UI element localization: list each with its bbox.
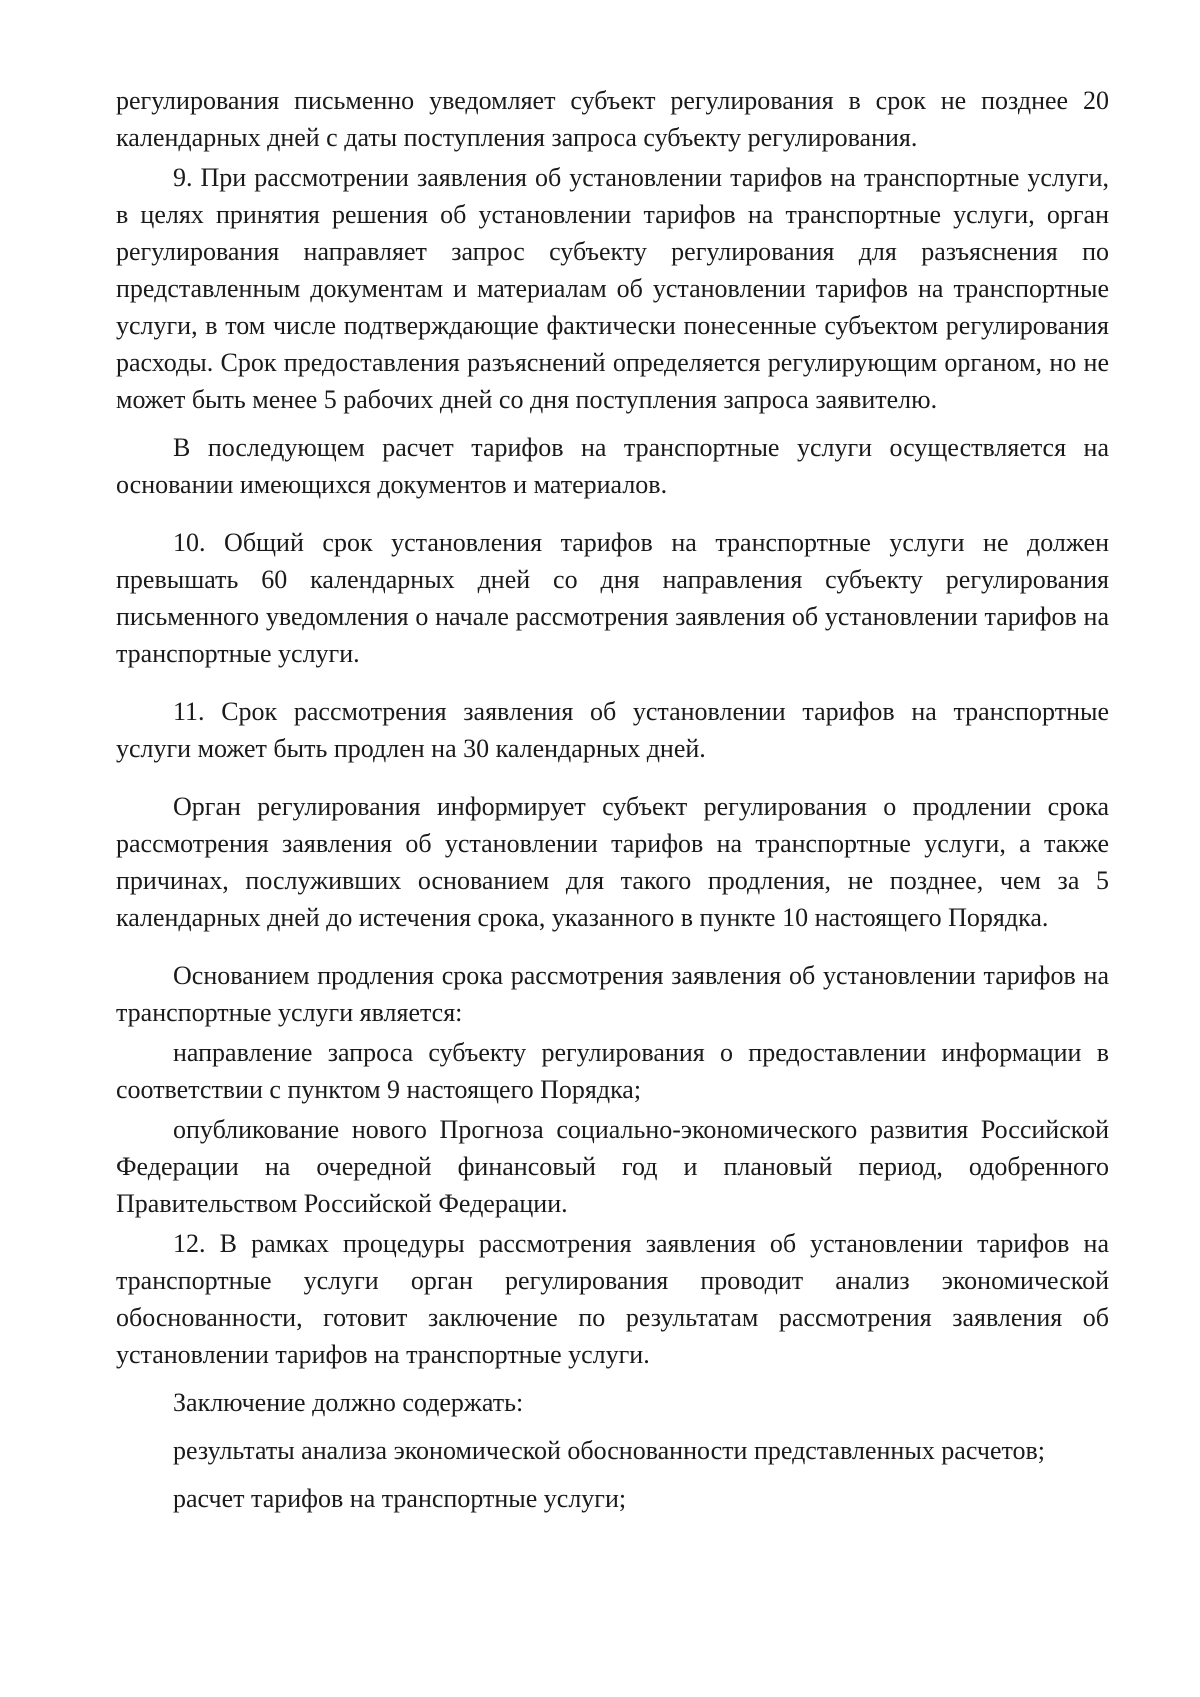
paragraph-ground-forecast: опубликование нового Прогноза социально-экономического развития Российской Федерации на очередной финансовый год и плановый период, одобренного Правительством Российской Федерации. (116, 1115, 1109, 1218)
paragraph-item-9-followup: В последующем расчет тарифов на транспортные услуги осуществляется на основании имеющихся документов и материалов. (116, 433, 1109, 499)
paragraph-ground-request: направление запроса субъекту регулирования о предоставлении информации в соответствии с пунктом 9 настоящего Порядка; (116, 1038, 1109, 1104)
paragraph-item-9: 9. При рассмотрении заявления об установлении тарифов на транспортные услуги, в целях принятия решения об установлении тарифов на транспортные услуги, орган регулирования направляет запрос субъекту регулирования для разъяснения по представленным документам и материалам об установлении тарифов на транспортные услуги, в том числе подтверждающие фактически понесенные субъектом регулирования расходы. Срок предоставления разъяснений определяется регулирующим органом, но не может быть менее 5 рабочих дней со дня поступления запроса заявителю. (116, 163, 1109, 414)
paragraph-conclusion-contents: Заключение должно содержать: (173, 1388, 524, 1417)
paragraph-item-10: 10. Общий срок установления тарифов на транспортные услуги не должен превышать 60 календарных дней со дня направления субъекту регулирования письменного уведомления о начале рассмотрения заявления об установлении тарифов на транспортные услуги. (116, 528, 1109, 668)
paragraph-conclusion-analysis: результаты анализа экономической обоснованности представленных расчетов; (173, 1436, 1046, 1465)
paragraph-item-11: 11. Срок рассмотрения заявления об установлении тарифов на транспортные услуги может быть продлен на 30 календарных дней. (116, 697, 1109, 763)
paragraph-extension-grounds: Основанием продления срока рассмотрения заявления об установлении тарифов на транспортные услуги является: (116, 961, 1109, 1027)
paragraph-continuation: регулирования письменно уведомляет субъект регулирования в срок не позднее 20 календарных дней с даты поступления запроса субъекту регулирования. (116, 86, 1109, 152)
paragraph-item-12: 12. В рамках процедуры рассмотрения заявления об установлении тарифов на транспортные услуги орган регулирования проводит анализ экономической обоснованности, готовит заключение по результатам рассмотрения заявления об установлении тарифов на транспортные услуги. (116, 1229, 1109, 1369)
paragraph-conclusion-calculation: расчет тарифов на транспортные услуги; (173, 1484, 627, 1513)
paragraph-extension-notice: Орган регулирования информирует субъект регулирования о продлении срока рассмотрения заявления об установлении тарифов на транспортные услуги, а также причинах, послуживших основанием для такого продления, не позднее, чем за 5 календарных дней до истечения срока, указанного в пункте 10 настоящего Порядка. (116, 792, 1109, 932)
document-body (116, 82, 1109, 1517)
